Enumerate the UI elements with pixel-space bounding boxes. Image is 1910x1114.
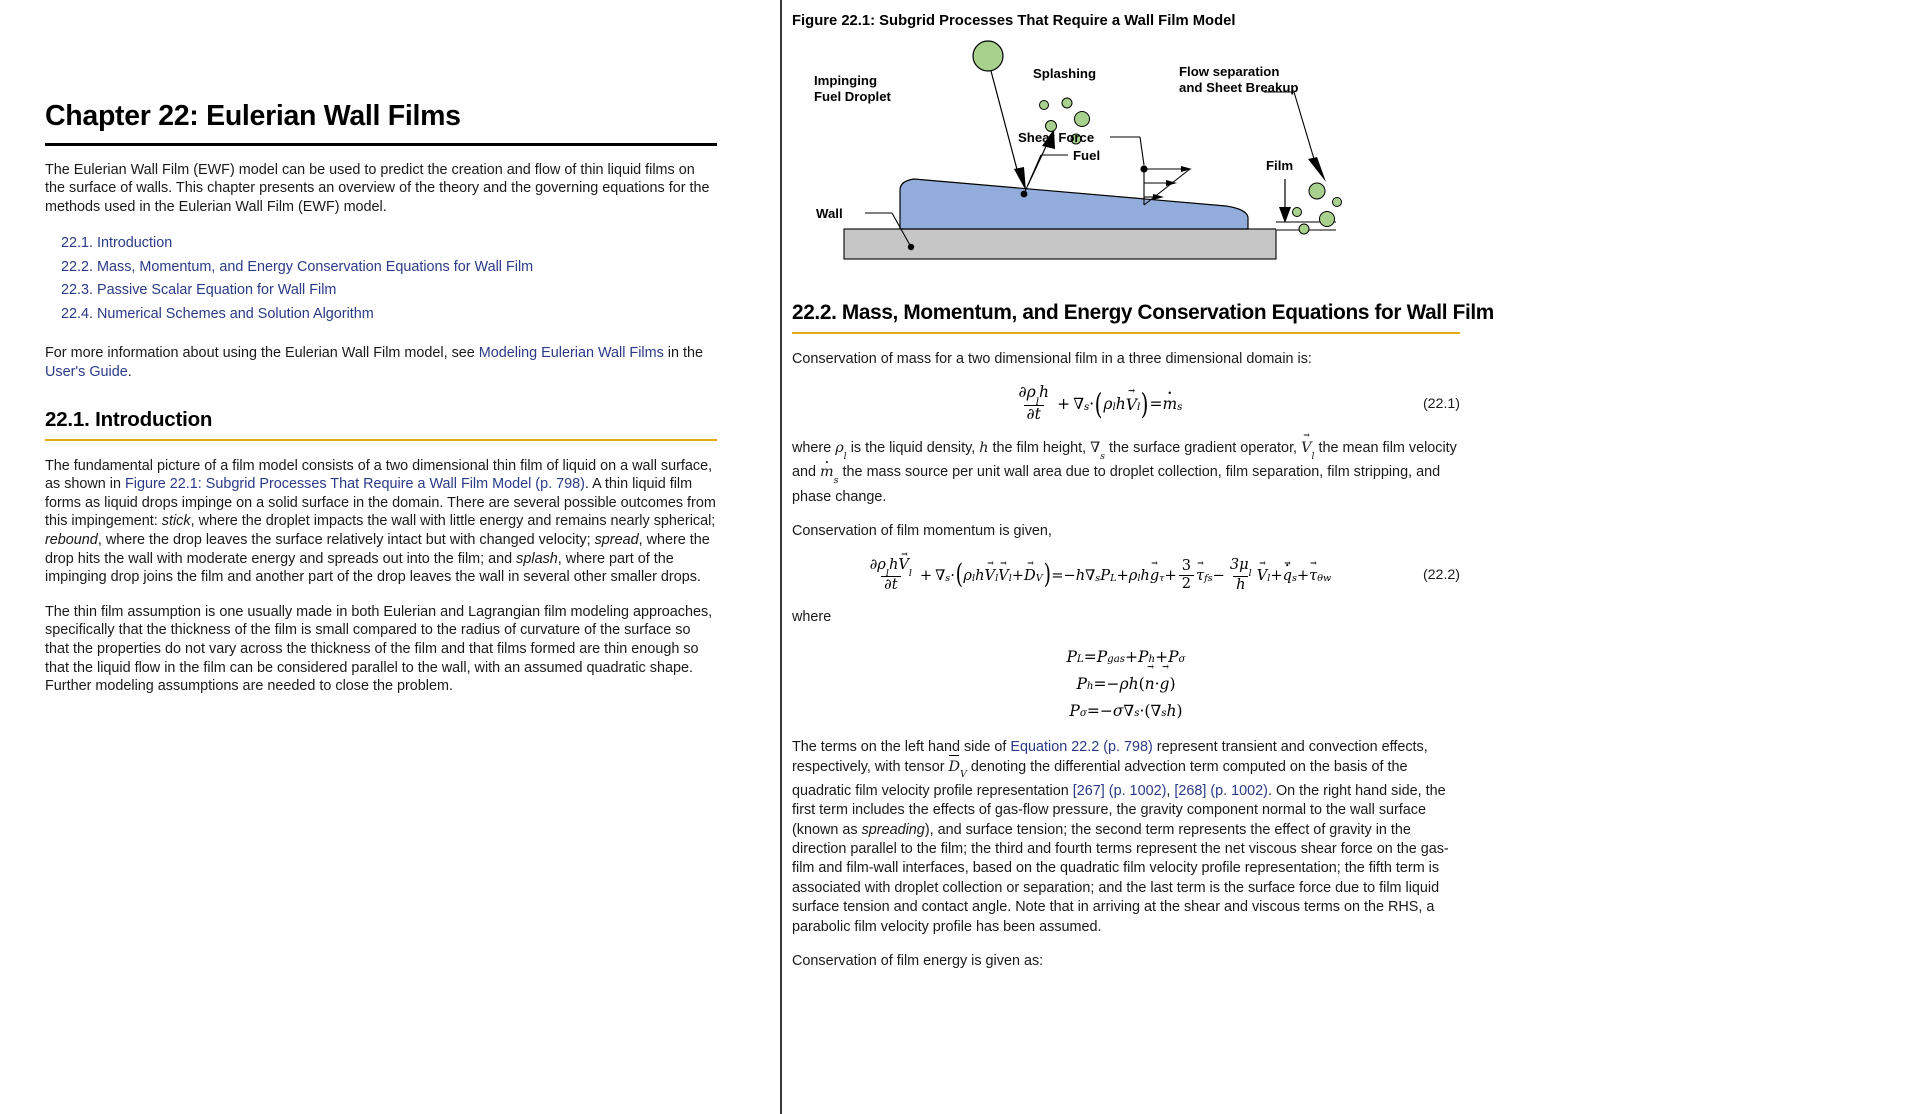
where-mass-text-6: the mass source per unit wall area due to droplet collection, film separation, film stripping, and phase change. (792, 464, 1441, 505)
eq-Ph-math: P h =− ρh ( → n · → g ) (1076, 670, 1175, 697)
shear-force-dot (1140, 165, 1147, 172)
toc-item-1[interactable] (45, 232, 717, 256)
para-text-2: . A thin liquid film forms as liquid drops impinge on a solid surface in the domain. There are several possible outcomes from this impingement: (45, 476, 716, 530)
pressure-definition-line-2 (1076, 670, 1175, 698)
more-info-text-1: For more information about using the Eulerian Wall Film model, see (45, 345, 479, 362)
section-heading-22-1: 22.1. Introduction (45, 407, 213, 431)
figure-22-1-diagram (796, 39, 1516, 267)
paragraph-mass-conservation-intro: Conservation of mass for a two dimensional film in a three dimensional domain is: (792, 351, 1312, 367)
para-text-5: , where the drop hits the wall with moderate energy and spreads out into the film; and (45, 531, 710, 567)
breakup-droplet-2 (1333, 198, 1342, 207)
users-guide-link[interactable]: User's Guide (45, 364, 128, 380)
fuel-leader-diagonal (1024, 155, 1041, 194)
label-fuel: Fuel (1073, 148, 1101, 163)
where-mass-text-5: the mean film velocity and (792, 440, 1457, 481)
left-page-column (0, 0, 780, 1114)
symbol-V-l: → $V_l$ (1301, 440, 1314, 456)
para-text-1: The fundamental picture of a film model consists of a two dimensional thin film of liquid on a wall surface, as shown in (45, 457, 713, 493)
where-mass-text-3: the film height, (988, 440, 1091, 457)
label-film: Film (1266, 158, 1294, 173)
fuel-leader-dot (1021, 191, 1028, 198)
toc-link-2[interactable]: 22.2. Mass, Momentum, and Energy Conservation Equations for Wall Film (61, 258, 534, 275)
more-info-text-3: . (127, 364, 132, 380)
terms-text-1: The terms on the left hand side of (792, 739, 1011, 756)
page-title: Chapter 22: Eulerian Wall Films (45, 100, 461, 132)
paragraph-where: where (792, 609, 832, 626)
more-info-text-2: in the (663, 345, 703, 362)
symbol-h: h (979, 440, 989, 457)
terms-text-2: represent transient and convection effects, respectively, with tensor (792, 739, 1428, 775)
section-heading-22-2-rule (792, 332, 1460, 334)
where-mass-text-2: is the liquid density, (846, 440, 980, 457)
breakup-droplet-1 (1309, 183, 1325, 199)
para-text-3: , where the droplet impacts the wall with little energy and remains nearly spherical; (190, 513, 716, 530)
emphasis-rebound: rebound (45, 531, 98, 548)
emphasis-spreading: spreading (861, 821, 925, 838)
fuel-film-shape (900, 179, 1248, 229)
breakup-droplet-4 (1293, 208, 1302, 217)
breakup-droplet-3 (1320, 212, 1335, 227)
splash-droplet-2 (1062, 98, 1072, 108)
paragraph-where-mass (792, 438, 1460, 507)
reference-267-link[interactable]: [267] (p. 1002) (1072, 782, 1167, 799)
symbol-grad-s: $\nabla_s$ (1090, 440, 1106, 462)
splash-droplet-1 (1040, 101, 1049, 110)
wall-leader-dot (908, 244, 914, 250)
chapter-intro-paragraph: The Eulerian Wall Film (EWF) model can be used to predict the creation and flow of thin liquid films on the surface of walls. This chapter presents an overview of the theory and the governing equations for the methods used in the Eulerian Wall Film (EWF) model. (45, 161, 710, 215)
toc-link-4[interactable]: 22.4. Numerical Schemes and Solution Algorithm (61, 305, 374, 322)
flowsep-arrow-head (1308, 157, 1326, 182)
paragraph-energy-intro: Conservation of film energy is given as: (792, 953, 1044, 970)
eq-PL-math: P L = P gas + P h + P σ (1066, 647, 1186, 666)
label-splashing: Splashing (1033, 66, 1097, 81)
label-shear-force: Shear Force (1018, 130, 1095, 145)
toc-link-1[interactable]: 22.1. Introduction (61, 235, 173, 252)
emphasis-splash: splash (516, 550, 558, 567)
impinging-arrow-line (991, 71, 1019, 177)
subgrid-process-diagram-svg (796, 39, 1516, 267)
toc-item-3[interactable] (45, 279, 717, 303)
terms-text-3: denoting the differential advection term computed on the basis of the quadratic film velocity profile representation (792, 758, 1408, 799)
equation-22-2-link[interactable]: Equation 22.2 (p. 798) (1010, 739, 1153, 756)
equation-22-1-body (792, 384, 1404, 424)
impinging-droplet-circle (973, 41, 1003, 71)
equation-22-1-row (792, 384, 1460, 424)
toc-item-4[interactable] (45, 303, 717, 327)
equation-22-2-body (792, 556, 1404, 594)
film-arrow-head (1279, 207, 1291, 223)
emphasis-spread: spread (594, 531, 639, 548)
label-flow-sep-line2: and Sheet Breakup (1179, 80, 1299, 95)
reference-268-link[interactable]: [268] (p. 1002) (1174, 782, 1268, 799)
more-info-paragraph (45, 344, 717, 381)
shear-leader-diagonal (1140, 137, 1144, 165)
section-heading-22-2: 22.2. Mass, Momentum, and Energy Conservation Equations for Wall Film (792, 301, 1494, 324)
paragraph-fundamental-picture (45, 457, 717, 587)
pressure-definition-line-3 (1069, 697, 1182, 724)
label-impinging-line1: Impinging (814, 73, 877, 88)
figure-caption: Figure 22.1: Subgrid Processes That Require a Wall Film Model (792, 13, 1236, 29)
paragraph-thin-film-assumption: The thin film assumption is one usually made in both Eulerian and Lagrangian film modeling approaches, specifically that the thickness of the film is small compared to the radius of curvature of the surface so that the properties do not vary across the thickness of the film and that films formed are thin enough so that the liquid flow in the film can be considered parallel to the wall, with an assumed quadratic shape. Further modeling assumptions are needed to close the problem. (45, 603, 713, 695)
eq-Psigma-math: P σ =− σ∇ s ·( ∇ s h ) (1069, 702, 1183, 721)
toc-link-3[interactable]: 22.3. Passive Scalar Equation for Wall Film (61, 282, 337, 299)
label-flow-sep-line1: Flow separation (1179, 64, 1280, 79)
equation-22-2-row (792, 556, 1460, 594)
terms-text-5: . On the right hand side, the first term includes the effects of gas-flow pressure, the gravity component normal to the wall surface (known as (792, 782, 1446, 838)
modeling-ewf-link[interactable]: Modeling Eulerian Wall Films (478, 345, 664, 362)
terms-text-4: , (1166, 782, 1175, 799)
where-mass-text-4: the surface gradient operator, (1105, 440, 1302, 457)
para-text-6: , where part of the impinging drop joins the film and another part of the drop leaves the wall in several other smaller drops. (45, 550, 701, 586)
equation-22-2-number: (22.2) (1422, 567, 1460, 584)
toc-item-2[interactable] (45, 256, 717, 280)
flowsep-leader-diagonal (1294, 92, 1317, 169)
symbol-D-V: $D_V$ (948, 758, 967, 781)
where-mass-text-1: where (792, 440, 836, 457)
paragraph-terms-explanation (792, 738, 1460, 937)
chapter-toc (45, 232, 717, 326)
equation-22-1-math: $\frac{\partial\rho_lh}{\partial t}$ + ∇ s · ( ρ l h → V l ) = • m s (1014, 384, 1183, 424)
para-text-4: , where the drop leaves the surface relatively intact but with changed velocity; (97, 531, 595, 548)
label-impinging-line2: Fuel Droplet (814, 89, 891, 104)
symbol-mdot-s: • $m_s$ (820, 464, 839, 480)
figure-22-1-link[interactable]: Figure 22.1: Subgrid Processes That Require a Wall Film Model (p. 798) (125, 476, 585, 493)
emphasis-stick: stick (161, 513, 191, 530)
paragraph-momentum-intro: Conservation of film momentum is given, (792, 523, 1052, 540)
section-heading-rule (45, 439, 717, 441)
right-page-column (782, 0, 1910, 1114)
terms-text-6: ), and surface tension; the second term represents the effect of gravity in the direction parallel to the film; the third and fourth terms represent the net viscous shear force on the gas-film and film-wall interfaces, based on the quadratic film velocity profile representation; the fifth term is associated with droplet collection or separation; and the last term is the surface force due to film liquid surface tension and contact angle. Note that in arriving at the shear and viscous terms on the RHS, a parabolic film velocity profile has been assumed. (792, 821, 1449, 935)
symbol-rho-l: $\rho_l$ (835, 440, 847, 462)
shear-profile-envelope (1144, 169, 1190, 205)
label-wall: Wall (816, 206, 843, 221)
breakup-droplet-5 (1299, 224, 1309, 234)
chapter-title-rule (45, 143, 717, 146)
splash-droplet-3 (1075, 112, 1090, 127)
equation-22-1-number: (22.1) (1422, 396, 1460, 413)
equation-22-2-math: $\frac{\partial\rho_lh\to V_l}{\partial t}$ + ∇ s · ( ρ l h → V l → V l + → D V ) =− h∇ s P L + ρ l h → g τ + $\frac{3}{2}$ → τ fs − $\frac{3\mu_l}{h}$ → V l + • → q s + → τ θw (865, 556, 1332, 594)
pressure-definitions-block (792, 643, 1460, 725)
